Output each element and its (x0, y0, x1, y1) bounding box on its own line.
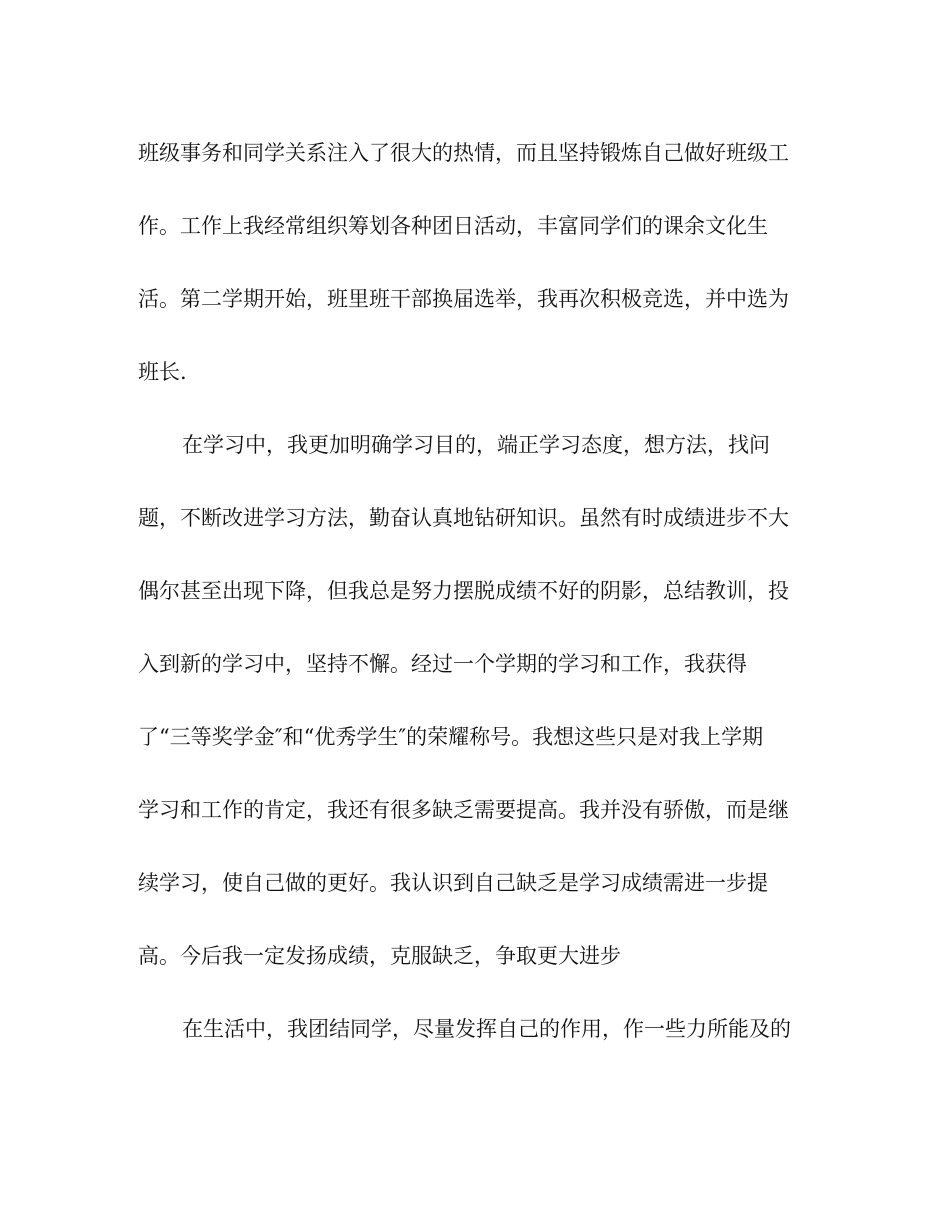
paragraph-line: 了“三等奖学金″和“优秀学生″的荣耀称号。我想这些只是对我上学期 (138, 725, 764, 749)
paragraph-line: 班级事务和同学关系注入了很大的热情，而且坚持锻炼自己做好班级工 (138, 141, 789, 165)
paragraph-line: 活。第二学期开始，班里班干部换届选举，我再次积极竞选，并中选为 (138, 287, 789, 311)
paragraph-line: 入到新的学习中，坚持不懈。经过一个学期的学习和工作，我获得 (138, 652, 747, 676)
paragraph-line: 高。今后我一定发扬成绩，克服缺乏，争取更大进步 (138, 944, 621, 968)
paragraph-line: 学习和工作的肯定，我还有很多缺乏需要提高。我并没有骄傲，而是继 (138, 798, 789, 822)
paragraph-line: 作。工作上我经常组织筹划各种团日活动，丰富同学们的课余文化生 (138, 214, 768, 238)
paragraph-line: 偶尔甚至出现下降，但我总是努力摆脱成绩不好的阴影，总结教训，投 (138, 579, 789, 603)
paragraph-line: 在学习中，我更加明确学习目的，端正学习态度，想方法，找问 (182, 433, 770, 457)
paragraph-line: 续学习，使自己做的更好。我认识到自己缺乏是学习成绩需进一步提 (138, 871, 768, 895)
paragraph-line: 在生活中，我团结同学，尽量发挥自己的作用，作一些力所能及的 (182, 1017, 791, 1041)
paragraph-line: 班长. (138, 360, 187, 384)
paragraph-line: 题，不断改进学习方法，勤奋认真地钻研知识。虽然有时成绩进步不大 (138, 506, 789, 530)
